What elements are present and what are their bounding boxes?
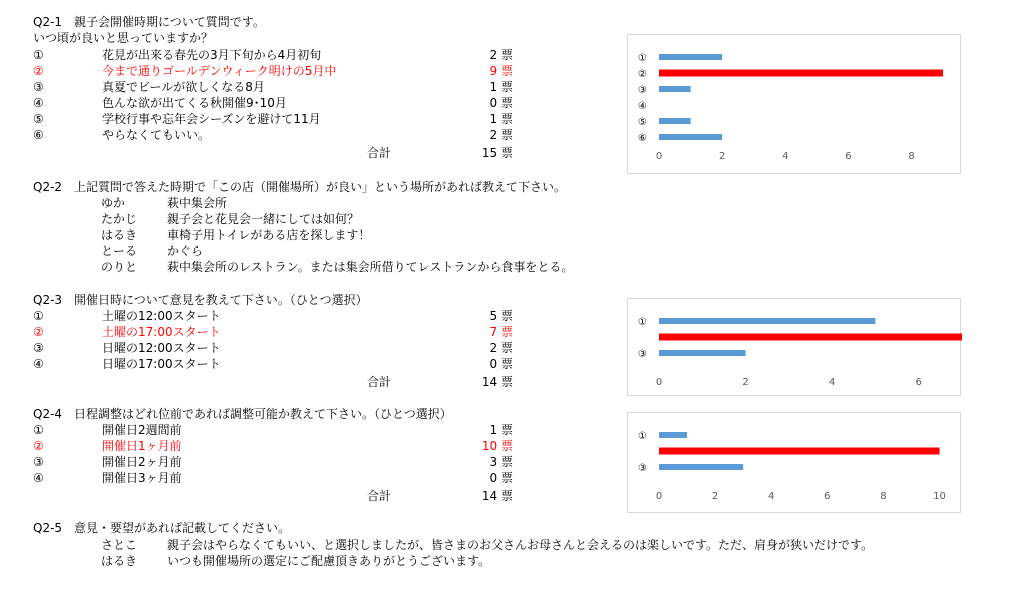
chart-bar bbox=[659, 118, 691, 124]
q4-count: 0 票 bbox=[489, 471, 513, 485]
q1-count: 2 票 bbox=[489, 48, 513, 62]
q4-title: Q2-4 日程調整はどれ位前であれば調整可能か教えて下さい。（ひとつ選択） bbox=[33, 407, 452, 421]
chart-tick-label: 2 bbox=[718, 151, 726, 162]
q1-option: 花見が出来る春先の3月下旬から4月初旬 bbox=[102, 48, 322, 62]
q3-count: 2 票 bbox=[489, 341, 513, 355]
q4-total: 14 票 bbox=[481, 489, 513, 503]
q3-total: 14 票 bbox=[481, 375, 513, 389]
chart-bar bbox=[659, 134, 722, 140]
chart-bar bbox=[659, 448, 940, 455]
q2-answer: 車椅子用トイレがある店を探します！ bbox=[167, 228, 371, 242]
chart-tick-label: 8 bbox=[880, 491, 887, 502]
q4-mark: ④ bbox=[33, 471, 44, 485]
chart-bar bbox=[659, 350, 746, 356]
chart-tick-label: 0 bbox=[655, 151, 663, 162]
q1-mark: ④ bbox=[33, 96, 44, 110]
q2-answer: 萩中集会所のレストラン。または集会所借りてレストランから食事をとる。 bbox=[167, 260, 574, 274]
q1-count: 2 票 bbox=[489, 128, 513, 142]
q3-mark: ④ bbox=[33, 357, 44, 371]
chart-category-label: ① bbox=[638, 53, 647, 64]
q1-chart bbox=[627, 34, 961, 174]
q1-chart-svg bbox=[628, 35, 962, 175]
q3-count: 5 票 bbox=[489, 309, 513, 323]
q1-subtitle: いつ頃が良いと思っていますか？ bbox=[33, 31, 214, 45]
q3-mark: ③ bbox=[33, 341, 44, 355]
q4-mark: ③ bbox=[33, 455, 44, 469]
q5-comment: いつも開催場所の選定にご配慮頂きありがとうございます。 bbox=[167, 554, 491, 568]
q1-mark: ② bbox=[33, 64, 44, 78]
q3-option: 日曜の17:00スタート bbox=[102, 357, 221, 371]
chart-category-label: ③ bbox=[638, 85, 647, 96]
q1-mark: ⑤ bbox=[33, 112, 44, 126]
q2-title: Q2-2 上記質問で答えた時期で「この店（開催場所）が良い」という場所があれば教えて下さい。 bbox=[33, 180, 567, 194]
q3-option: 土曜の12:00スタート bbox=[102, 309, 221, 323]
q1-option: 色んな欲が出てくる秋開催9･10月 bbox=[102, 96, 287, 110]
chart-bar bbox=[659, 464, 743, 470]
chart-tick-label: 2 bbox=[742, 377, 749, 388]
chart-tick-label: 10 bbox=[933, 491, 946, 502]
q3-chart bbox=[627, 298, 961, 396]
chart-tick-label: 2 bbox=[711, 491, 719, 502]
q1-count: 0 票 bbox=[489, 96, 513, 110]
q3-count: 7 票 bbox=[489, 325, 513, 339]
q3-count: 0 票 bbox=[489, 357, 513, 371]
q3-total-label: 合計 bbox=[367, 375, 392, 389]
q2-respondent: はるき bbox=[101, 228, 138, 242]
q1-count: 1 票 bbox=[489, 80, 513, 94]
q4-chart bbox=[627, 412, 961, 513]
q4-mark: ① bbox=[33, 423, 44, 437]
q3-mark: ① bbox=[33, 309, 44, 323]
q3-title: Q2-3 開催日時について意見を教えて下さい。（ひとつ選択） bbox=[33, 293, 368, 307]
q1-option: やらなくてもいい。 bbox=[102, 128, 211, 142]
q1-count: 1 票 bbox=[489, 112, 513, 126]
q1-option: 学校行事や忘年会シーズンを避けて11月 bbox=[102, 112, 321, 126]
chart-bar bbox=[659, 54, 722, 60]
q4-option: 開催日2週間前 bbox=[102, 423, 182, 437]
chart-tick-label: 0 bbox=[655, 491, 663, 502]
chart-category-label: ⑤ bbox=[638, 117, 647, 128]
q1-total-label: 合計 bbox=[367, 146, 392, 160]
q5-title: Q2-5 意見・要望があれば記載してください。 bbox=[33, 521, 291, 535]
chart-category-label: ⑥ bbox=[638, 133, 647, 144]
q1-mark: ⑥ bbox=[33, 128, 44, 142]
chart-tick-label: 6 bbox=[915, 377, 922, 388]
chart-tick-label: 6 bbox=[845, 151, 852, 162]
chart-bar bbox=[659, 70, 943, 77]
q2-respondent: とーる bbox=[101, 244, 138, 258]
q2-answer: かぐら bbox=[167, 244, 204, 258]
chart-tick-label: 4 bbox=[782, 151, 789, 162]
chart-category-label: ② bbox=[638, 69, 647, 80]
q1-count: 9 票 bbox=[489, 64, 513, 78]
q2-respondent: のりと bbox=[101, 260, 138, 274]
q2-answer: 萩中集会所 bbox=[167, 196, 228, 210]
chart-tick-label: 0 bbox=[655, 377, 663, 388]
q4-count: 3 票 bbox=[489, 455, 513, 469]
q4-count: 10 票 bbox=[481, 439, 513, 453]
chart-tick-label: 4 bbox=[768, 491, 775, 502]
q1-mark: ① bbox=[33, 48, 44, 62]
q2-respondent: ゆか bbox=[101, 196, 126, 210]
q4-option: 開催日3ヶ月前 bbox=[102, 471, 182, 485]
q4-mark: ② bbox=[33, 439, 44, 453]
q4-option: 開催日1ヶ月前 bbox=[102, 439, 182, 453]
chart-tick-label: 6 bbox=[824, 491, 831, 502]
q5-comment: 親子会はやらなくてもいい、と選択しましたが、皆さまのお父さんお母さんと会えるのは楽しいです。ただ、肩身が狭いだけです。 bbox=[167, 538, 874, 552]
chart-bar bbox=[659, 86, 691, 92]
chart-category-label: ③ bbox=[638, 463, 647, 474]
chart-tick-label: 8 bbox=[908, 151, 915, 162]
q1-total: 15 票 bbox=[481, 146, 513, 160]
chart-category-label: ③ bbox=[638, 349, 647, 360]
chart-category-label: ④ bbox=[638, 101, 647, 112]
chart-category-label: ① bbox=[638, 431, 647, 442]
q1-option: 真夏でビールが欲しくなる8月 bbox=[102, 80, 265, 94]
q1-title: Q2-1 親子会開催時期について質問です。 bbox=[33, 15, 265, 29]
chart-bar bbox=[659, 318, 875, 324]
q1-option: 今まで通りゴールデンウィーク明けの5月中 bbox=[102, 64, 337, 78]
q4-count: 1 票 bbox=[489, 423, 513, 437]
chart-category-label: ① bbox=[638, 317, 647, 328]
q3-option: 土曜の17:00スタート bbox=[102, 325, 221, 339]
q2-answer: 親子会と花見会一緒にしては如何？ bbox=[167, 212, 360, 226]
q4-option: 開催日2ヶ月前 bbox=[102, 455, 182, 469]
q1-mark: ③ bbox=[33, 80, 44, 94]
q4-chart-svg bbox=[628, 413, 962, 514]
chart-tick-label: 4 bbox=[828, 377, 836, 388]
q2-respondent: たかじ bbox=[101, 212, 138, 226]
q3-mark: ② bbox=[33, 325, 44, 339]
q4-total-label: 合計 bbox=[367, 489, 392, 503]
q3-chart-svg bbox=[628, 299, 962, 397]
q5-respondent: さとこ bbox=[101, 538, 138, 552]
q3-option: 日曜の12:00スタート bbox=[102, 341, 221, 355]
chart-bar bbox=[659, 334, 962, 341]
q5-respondent: はるき bbox=[101, 554, 138, 568]
chart-bar bbox=[659, 432, 687, 438]
